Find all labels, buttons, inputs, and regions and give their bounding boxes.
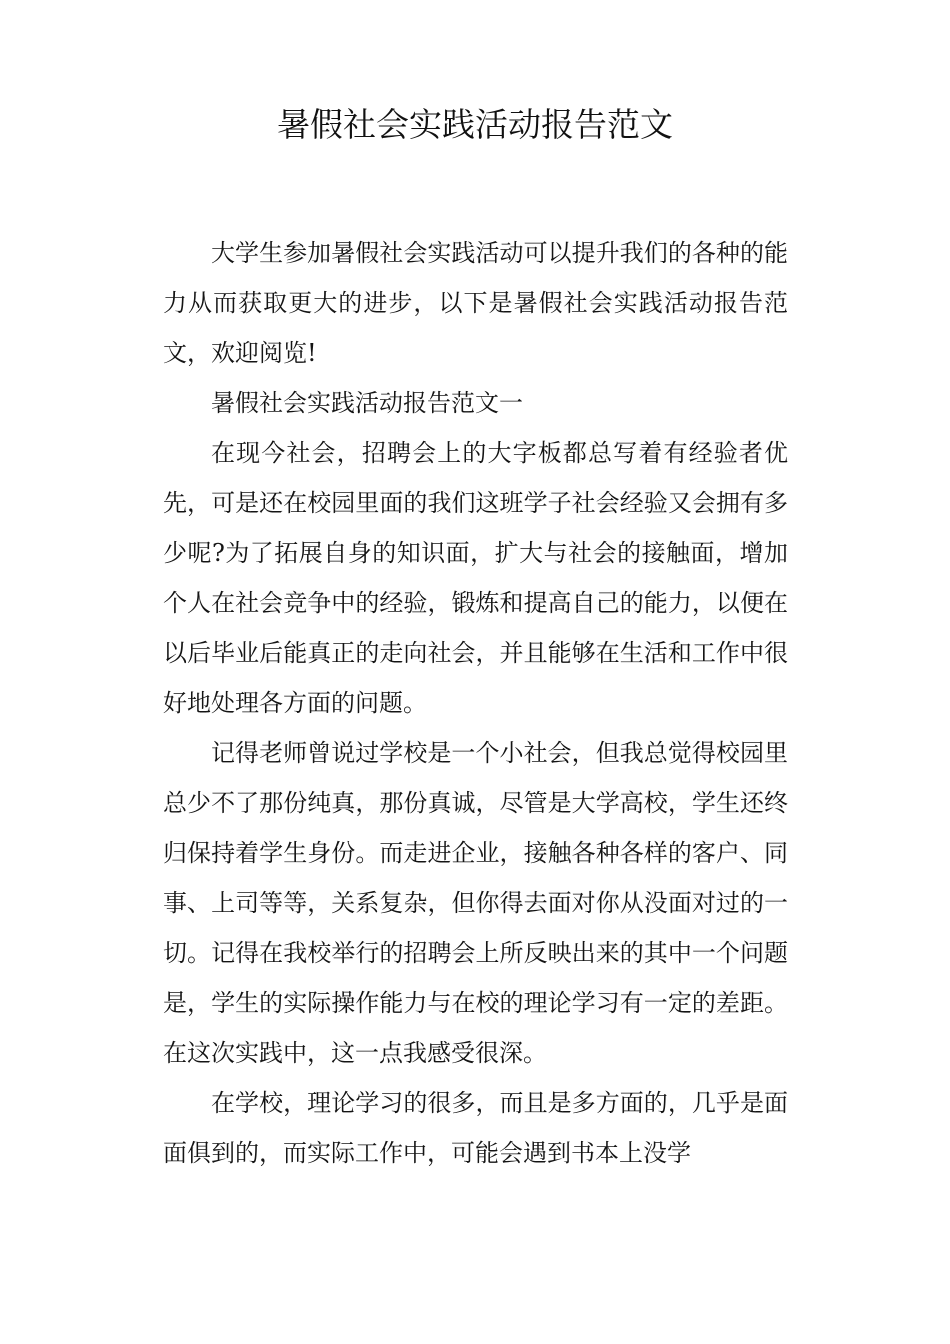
intro-paragraph: 大学生参加暑假社会实践活动可以提升我们的各种的能力从而获取更大的进步，以下是暑假社会实践活动报告范文，欢迎阅览! bbox=[163, 239, 788, 367]
body-paragraph: 在现今社会，招聘会上的大字板都总写着有经验者优先，可是还在校园里面的我们这班学子社会经验又会拥有多少呢?为了拓展自身的知识面，扩大与社会的接触面，增加个人在社会竞争中的经验，锻炼和提高自己的能力，以便在以后毕业后能真正的走向社会，并且能够在生活和工作中很好地处理各方面的问题。 bbox=[163, 439, 788, 717]
body-paragraph: 在学校，理论学习的很多，而且是多方面的，几乎是面面俱到的，而实际工作中，可能会遇到书本上没学 bbox=[163, 1089, 788, 1167]
document-body bbox=[163, 228, 788, 1178]
body-paragraph: 记得老师曾说过学校是一个小社会，但我总觉得校园里总少不了那份纯真，那份真诚，尽管是大学高校，学生还终归保持着学生身份。而走进企业，接触各种各样的客户、同事、上司等等，关系复杂，但你得去面对你从没面对过的一切。记得在我校举行的招聘会上所反映出来的其中一个问题是，学生的实际操作能力与在校的理论学习有一定的差距。在这次实践中，这一点我感受很深。 bbox=[163, 739, 788, 1067]
section-heading: 暑假社会实践活动报告范文一 bbox=[211, 389, 523, 417]
document-title: 暑假社会实践活动报告范文 bbox=[277, 105, 673, 144]
